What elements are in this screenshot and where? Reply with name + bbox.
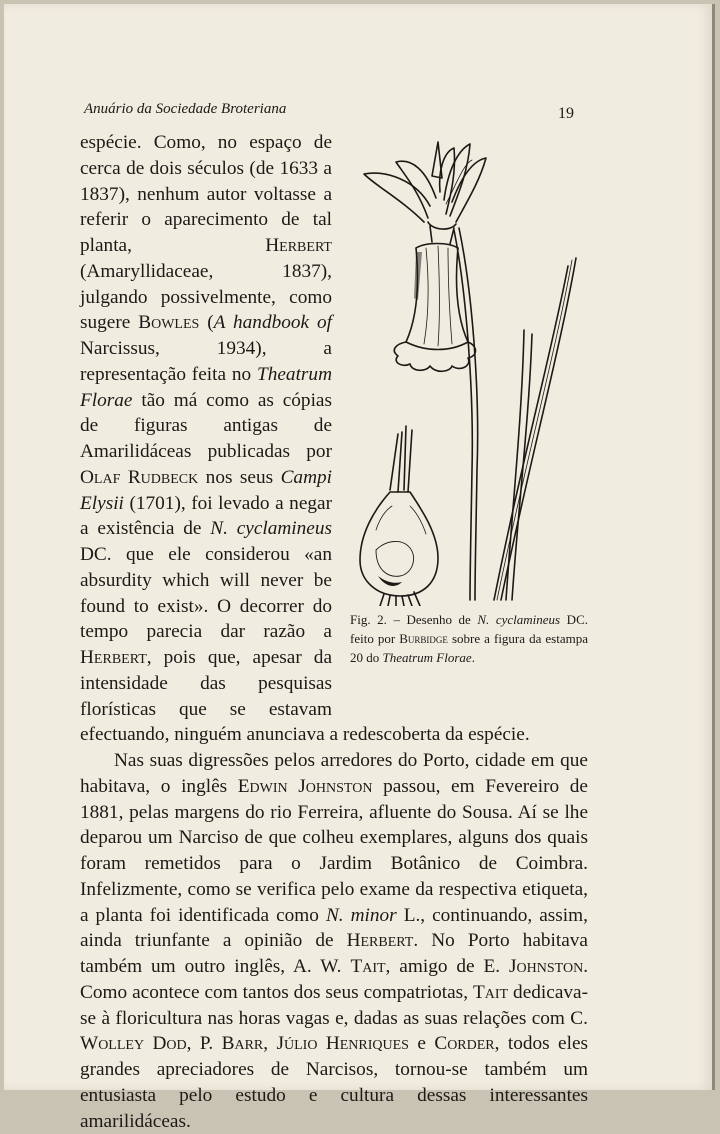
text-run: , amigo de E. <box>385 956 510 977</box>
figure-2 <box>346 130 588 716</box>
caption-species: N. cyclamineus <box>477 612 561 627</box>
book-title: Theatrum Florae <box>80 363 332 411</box>
author-name: Júlio Henriques <box>276 1033 409 1055</box>
species-name: N. minor <box>325 904 397 926</box>
paragraph-2 <box>80 748 588 1134</box>
text-run: , pois que, apesar da intensidade das pesquisas florísticas que se estavam efectuando, ninguém anunciava a redescoberta da espécie. <box>80 647 530 746</box>
caption-text: Fig. 2. – Desenho de <box>350 612 478 627</box>
author-name: Corder <box>434 1033 495 1055</box>
text-run: nos seus <box>198 466 281 488</box>
author-name: Tait <box>472 981 509 1003</box>
book-title: Campi Elysii <box>80 466 332 514</box>
author-name: Herbert <box>346 930 414 952</box>
text-run: L., continuando, assim, ainda triunfante a opinião de <box>80 904 588 952</box>
text-run: ( <box>199 312 214 334</box>
species-name: N. cyclamineus <box>210 518 333 540</box>
text-run: . Como acontece com tantos dos seus compatriotas, <box>80 956 589 1003</box>
author-name: Herbert <box>265 235 332 256</box>
author-name: Edwin Johnston <box>237 775 373 797</box>
caption-source: Theatrum Florae <box>382 650 472 665</box>
text-run: , <box>263 1033 277 1055</box>
text-run: (Amaryllidaceae, 1837), julgando possivelmente, como sugere <box>80 260 332 334</box>
text-run: , todos eles grandes apreciadores de Narcisos, tornou-se também um entusiasta pelo estudo e cultura dessas interessantes amarilidáceas. <box>80 1033 588 1132</box>
text-run: dedicava-se à floricultura nas horas vagas e, dadas as suas relações com C. <box>80 981 588 1029</box>
caption-text: DC. feito por <box>350 612 588 646</box>
author-name: Bowles <box>138 312 200 334</box>
caption-text: sobre a figura da estampa 20 do <box>350 631 588 665</box>
author-name: Tait <box>350 956 386 977</box>
caption-author: Burbidge <box>399 631 448 646</box>
narcissus-drawing <box>346 130 588 606</box>
author-name: Johnston <box>509 956 584 977</box>
text-run: tão má como as cópias de figuras antigas de Amarilidáceas publicadas por <box>80 389 332 462</box>
text-run: (1701), foi levado a negar a existência de <box>80 492 332 540</box>
caption-text: . <box>471 650 475 665</box>
text-run: Narcissus, 1934), a representação feita no <box>80 338 332 385</box>
body-text <box>80 130 588 1134</box>
text-run: , P. <box>186 1033 222 1055</box>
author-name: Herbert <box>80 647 147 668</box>
author-name: Wolley Dod <box>80 1033 187 1055</box>
running-title: Anuário da Sociedade Broteriana <box>84 101 287 117</box>
author-name: Barr <box>221 1033 264 1055</box>
book-title: A handbook of <box>213 312 332 334</box>
text-run: passou, em Fevereiro de 1881, pelas margens do rio Ferreira, afluente do Sousa. Aí se lhe deparou um Narciso de que colheu exemplares, alguns dos quais foram remetidos para o Jardim Botânico de Coimbra. Infelizmente, como se verifica pelo exame da respectiva etiqueta, a planta foi identificada como <box>80 775 588 926</box>
text-run: DC. que ele considerou «an absurdity which will never be found to exist». O decorrer do tempo parecia dar razão a <box>80 544 332 643</box>
page-number: 19 <box>558 105 574 122</box>
page-header <box>84 101 574 125</box>
figure-caption <box>346 610 588 667</box>
text-run: e <box>408 1033 435 1055</box>
text-run: espécie. Como, no espaço de cerca de dois séculos (de 1633 a 1837), nenhum autor voltasse a referir o aparecimento de tal planta, <box>80 132 332 256</box>
text-run: . No Porto habitava também um outro inglês, A. W. <box>80 930 588 977</box>
author-name: Olaf Rudbeck <box>80 466 199 488</box>
text-run: Nas suas digressões pelos arredores do Porto, cidade em que habitava, o inglês <box>80 750 588 797</box>
